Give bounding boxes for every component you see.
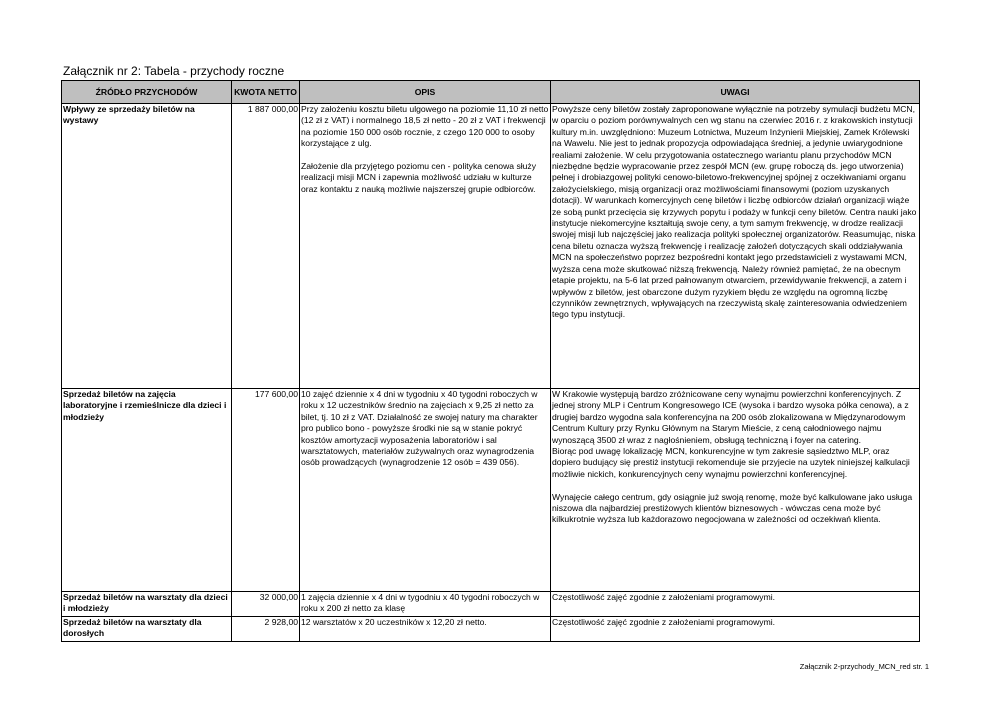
row-description [300, 592, 551, 617]
header-notes: UWAGI [551, 81, 920, 104]
page-title: Załącznik nr 2: Tabela - przychody roczne [63, 64, 285, 78]
row-source: Sprzedaż biletów na warsztaty dla dorosłych [62, 617, 232, 642]
table-row [62, 592, 920, 617]
notes-paragraph: Powyższe ceny biletów zostały zaproponowane wyłącznie na potrzeby symulacji budżetu MCN, w oparciu o poziom porównywalnych cen wg stanu na czerwiec 2016 r. z krakowskich instytucji kultury m.in. uwzględniono: Muzeum Lotnictwa, Muzeum Inżynierii Miejskiej, Zamek Królewski na Wawelu. Nie jest to jednak propozycja odpowiadająca średniej, a jedynie uwiarygodnione realiami założenie. W celu przygotowania ostatecznego wariantu planu przychodów MCN niezbędne będzie wypracowanie przez zespół MCN (ew. grupę roboczą ds. jego utworzenia) pełnej i drobiazgowej polityki cenowo-biletowo-frekwencyjnej spójnej z oczekiwaniami organu założycielskiego, misją organizacji oraz możliwościami finansowymi (poziom uzyskanych dotacji). W warunkach komercyjnych cenę biletów i liczbę odbiorców działań organizacji wiąże ze sobą punkt przecięcia się krzywych popytu i podaży w funkcji ceny biletów. Centra nauki jako instytucje niekomercyjne kształtują swoje ceny, a tym samym frekwencję, w drodze realizacji swojej misji lub najczęściej jako realizacja polityki społecznej organizatorów. Reasumując, niska cena biletu oznacza wyższą frekwencję i realizację założeń dotyczących skali oddziaływania MCN na społeczeństwo poprzez bezpośredni kontakt jego przedstawicieli z wystawami MCN, wyższa cena może skutkować niższą frekwencją. Należy również pamiętać, że na obecnym etapie projektu, na 5-6 lat przed pałnowanym otwarciem, przewidywanie frekwencji, a zatem i wpływów z biletów, jest obarczone dużym ryzykiem błędu ze względu na ogromną liczbę czynników zewnętrznych, wpływających na rzeczywistą skalę zainteresowania odwiedzeniem tego typu instytucji. [552, 104, 917, 320]
row-notes [551, 617, 920, 642]
notes-paragraph: Wynajęcie całego centrum, gdy osiągnie już swoją renomę, może być kalkulowane jako usługa niszowa dla najbardziej prestiżowych klientów biznesowych - wówczas cena może być kilkukrotnie wyższa lub każdorazowo negocjowana w zależności od oczekiwań klienta. [552, 491, 913, 525]
row-notes [551, 104, 920, 389]
revenue-table [61, 80, 920, 642]
row-amount: 1 887 000,00 [232, 104, 300, 389]
page-footer: Załącznik 2-przychody_MCN_red str. 1 [799, 662, 929, 671]
row-notes [551, 592, 920, 617]
description-paragraph: 12 warsztatów x 20 uczestników x 12,20 zł netto. [301, 617, 487, 627]
notes-paragraph: Biorąc pod uwagę lokalizację MCN, konkurencyjne w tym zakresie sąsiedztwo MLP, oraz dopiero budujący się prestiż instytucji rekomenduje sie przyjecie na uzytek niniejszej kalkulacji możliwie nickich, konkurencyjnych ceny wynajmu powierzchni konferencyjnej. [552, 446, 910, 479]
table-row [62, 104, 920, 389]
description-paragraph: Przy założeniu kosztu biletu ulgowego na poziomie 11,10 zł netto (12 zł z VAT) i normalnego 18,5 zł netto - 20 zł z VAT i frekwencji na poziomie 150 000 osób rocznie, z czego 120 000 to osoby korzystające z ulg. [301, 104, 549, 149]
table-row [62, 389, 920, 592]
row-amount: 177 600,00 [232, 389, 300, 592]
row-source: Wpływy ze sprzedaży biletów na wystawy [62, 104, 232, 389]
header-row [62, 81, 920, 104]
table-row [62, 617, 920, 642]
description-paragraph: Założenie dla przyjętego poziomu cen - polityka cenowa służy realizacji misji MCN i zapewnia możliwość udziału w kulturze oraz kontaktu z nauką możliwie najszerszej grupie odbiorców. [301, 161, 537, 194]
row-amount: 32 000,00 [232, 592, 300, 617]
row-description [300, 104, 551, 389]
header-amount: KWOTA NETTO [232, 81, 300, 104]
header-source: ŹRÓDŁO PRZYCHODÓW [62, 81, 232, 104]
notes-paragraph: Częstotliwość zajęć zgodnie z założeniami programowymi. [552, 617, 776, 627]
row-description [300, 389, 551, 592]
description-paragraph: 1 zajęcia dziennie x 4 dni w tygodniu x 40 tygodni roboczych w roku x 200 zł netto za klasę [301, 592, 540, 614]
notes-paragraph: W Krakowie występują bardzo zróżnicowane ceny wynajmu powierzchni konferencyjnych. Z jednej strony MLP i Centrum Kongresowego ICE (wysoka i bardzo wysoka półka cenowa), a z drugiej bardzo wygodna sala konferencyjna na 200 osób zlokalizowana w Międzynarodowym Centrum Kultury przy Rynku Głównym na Starym Mieście, z ceną całodniowego najmu wynoszącą 3500 zł wraz z nagłośnieniem, obsługą techniczną i foyer na catering. [552, 389, 909, 445]
row-amount: 2 928,00 [232, 617, 300, 642]
row-source: Sprzedaż biletów na zajęcia laboratoryjne i rzemieślnicze dla dzieci i młodzieży [62, 389, 232, 592]
row-source: Sprzedaż biletów na warsztaty dla dzieci i młodzieży [62, 592, 232, 617]
description-paragraph: 10 zajęć dziennie x 4 dni w tygodniu x 40 tygodni roboczych w roku x 12 uczestników średnio na zajęciach x 9,25 zł netto za bilet, tj. 10 zł z VAT. Działalność ze swojej natury ma charakter pro publico bono - powyższe środki nie są w stanie pokryć kosztów amortyzacji wyposażenia laboratoriów i sal warsztatowych, materiałów zużywalnych oraz wynagrodzenia osób prowadzących (wynagrodzenie 12 osób = 439 056). [301, 389, 538, 468]
notes-paragraph: Częstotliwość zajęć zgodnie z założeniami programowymi. [552, 592, 776, 602]
header-description: OPIS [300, 81, 551, 104]
row-notes [551, 389, 920, 592]
row-description [300, 617, 551, 642]
